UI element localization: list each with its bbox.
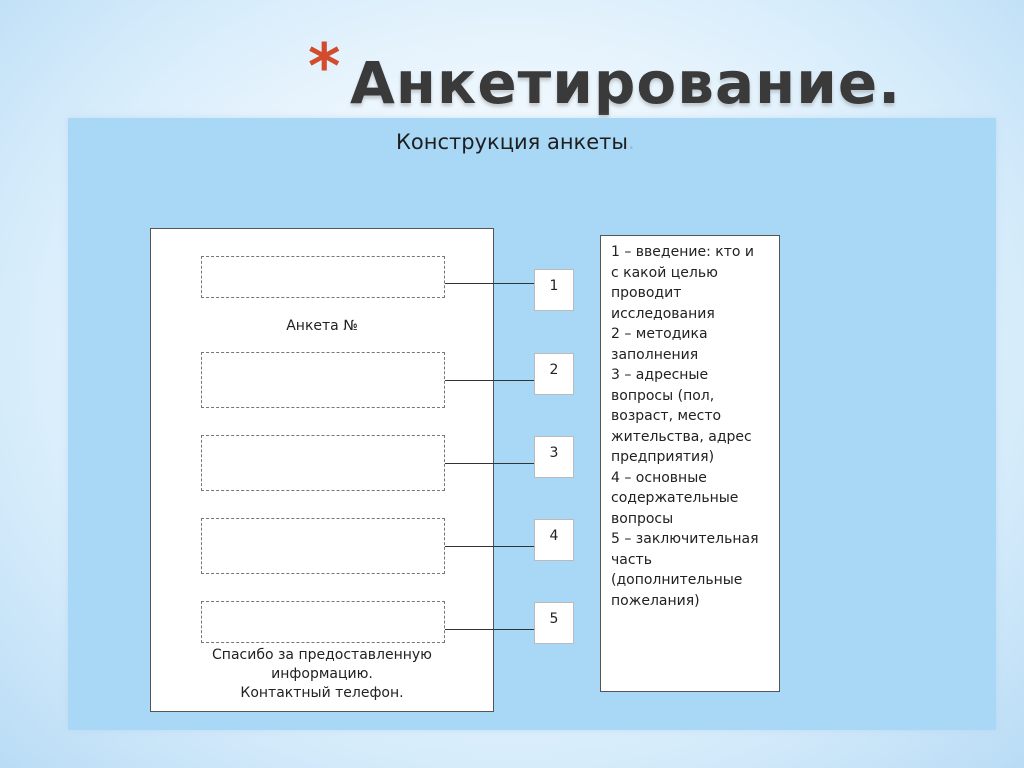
legend-line: возраст, место	[611, 408, 722, 424]
legend-line: проводит	[611, 285, 682, 301]
legend-line: заполнения	[611, 346, 699, 363]
footer-line: информацию.	[271, 666, 373, 682]
section-number-2: 2	[534, 353, 574, 395]
legend-line: 4 – основные	[611, 469, 707, 486]
connector-line-3	[445, 463, 534, 464]
section-placeholder-1	[201, 256, 445, 298]
legend-line: вопросы (пол,	[611, 387, 715, 404]
connector-line-1	[445, 283, 534, 284]
legend-line: исследования	[611, 305, 715, 322]
slide-title: Анкетирование.	[350, 49, 902, 117]
slide-subtitle	[396, 128, 635, 156]
subtitle-dot: .	[627, 130, 635, 154]
footer-line: Спасибо за предоставленную	[212, 647, 432, 663]
legend-line: часть	[611, 551, 652, 568]
section-placeholder-5	[201, 601, 445, 643]
section-number-5: 5	[534, 602, 574, 644]
legend-line: 2 – методика	[611, 326, 708, 342]
legend-line: 3 – адресные	[611, 367, 709, 383]
section-number-1: 1	[534, 269, 574, 311]
footer-line: Контактный телефон.	[240, 685, 404, 701]
legend-line: пожелания)	[611, 592, 700, 609]
legend-line: 5 – заключительная	[611, 531, 759, 547]
legend-line: вопросы	[611, 510, 674, 527]
section-placeholder-2	[201, 352, 445, 408]
slide-title-block	[308, 30, 988, 126]
section-number-3: 3	[534, 436, 574, 478]
connector-line-4	[445, 546, 534, 547]
legend-line: (дополнительные	[611, 572, 743, 588]
section-number-4: 4	[534, 519, 574, 561]
legend-line: жительства, адрес	[611, 428, 752, 445]
section-placeholder-3	[201, 435, 445, 491]
legend-line: содержательные	[611, 490, 739, 506]
connector-line-2	[445, 380, 534, 381]
legend-line: 1 – введение: кто и	[611, 244, 754, 260]
sections-legend	[600, 235, 780, 692]
section-placeholder-4	[201, 518, 445, 574]
legend-line: предприятия)	[611, 449, 715, 465]
asterisk-bullet-icon: *	[308, 30, 341, 103]
questionnaire-title: Анкета №	[286, 318, 358, 334]
questionnaire-footer	[150, 646, 494, 703]
connector-line-5	[445, 629, 534, 630]
legend-line: с какой целью	[611, 264, 718, 281]
subtitle-text: Конструкция анкеты	[396, 130, 628, 154]
